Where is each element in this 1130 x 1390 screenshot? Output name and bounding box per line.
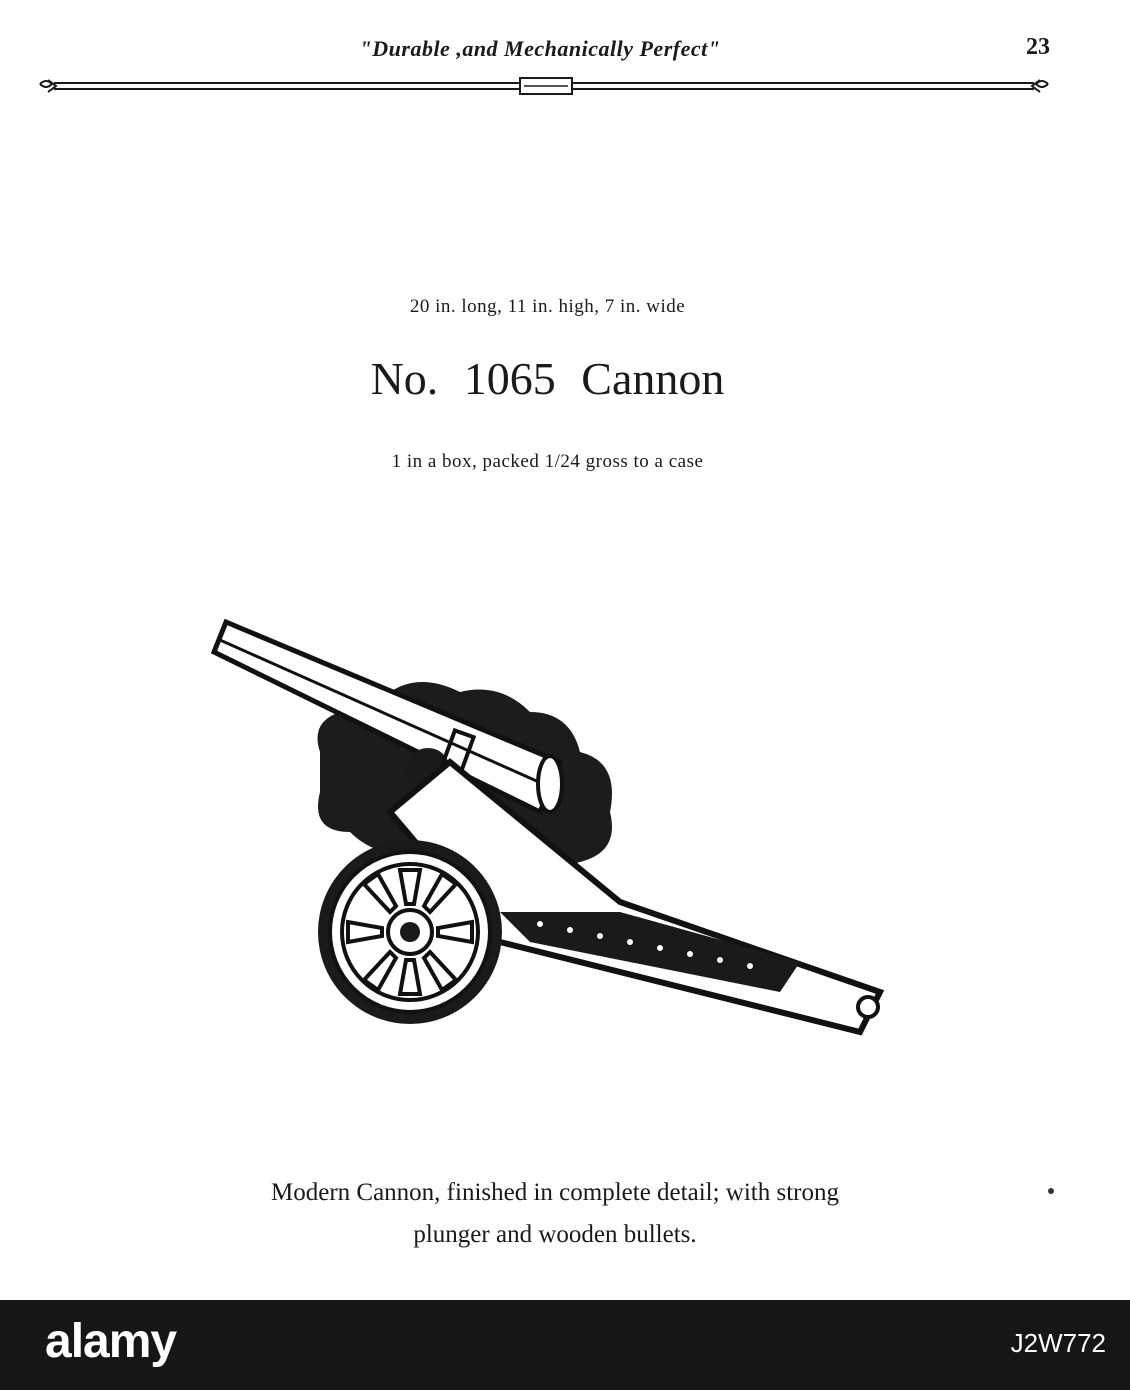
description-line-2: plunger and wooden bullets. [413,1221,697,1248]
print-speck [1048,1188,1054,1194]
image-id: J2W772 [1010,1328,1106,1358]
product-dimensions: 20 in. long, 11 in. high, 7 in. wide [409,296,686,317]
packing-info: 1 in a box, packed 1/24 gross to a case [391,451,704,472]
cannon-illustration [200,612,900,1042]
watermark-banner [0,1300,1130,1390]
decorative-header-rule [34,72,1054,102]
product-title: No. 1065 Cannon [370,353,725,404]
description-line-1: Modern Cannon, finished in complete detail; with strong [271,1179,839,1206]
alamy-logo: alamy [45,1315,177,1368]
running-title: "Durable ,and Mechanically Perfect" [359,36,721,61]
product-description [0,1172,1110,1256]
page-number: 23 [1026,34,1050,60]
